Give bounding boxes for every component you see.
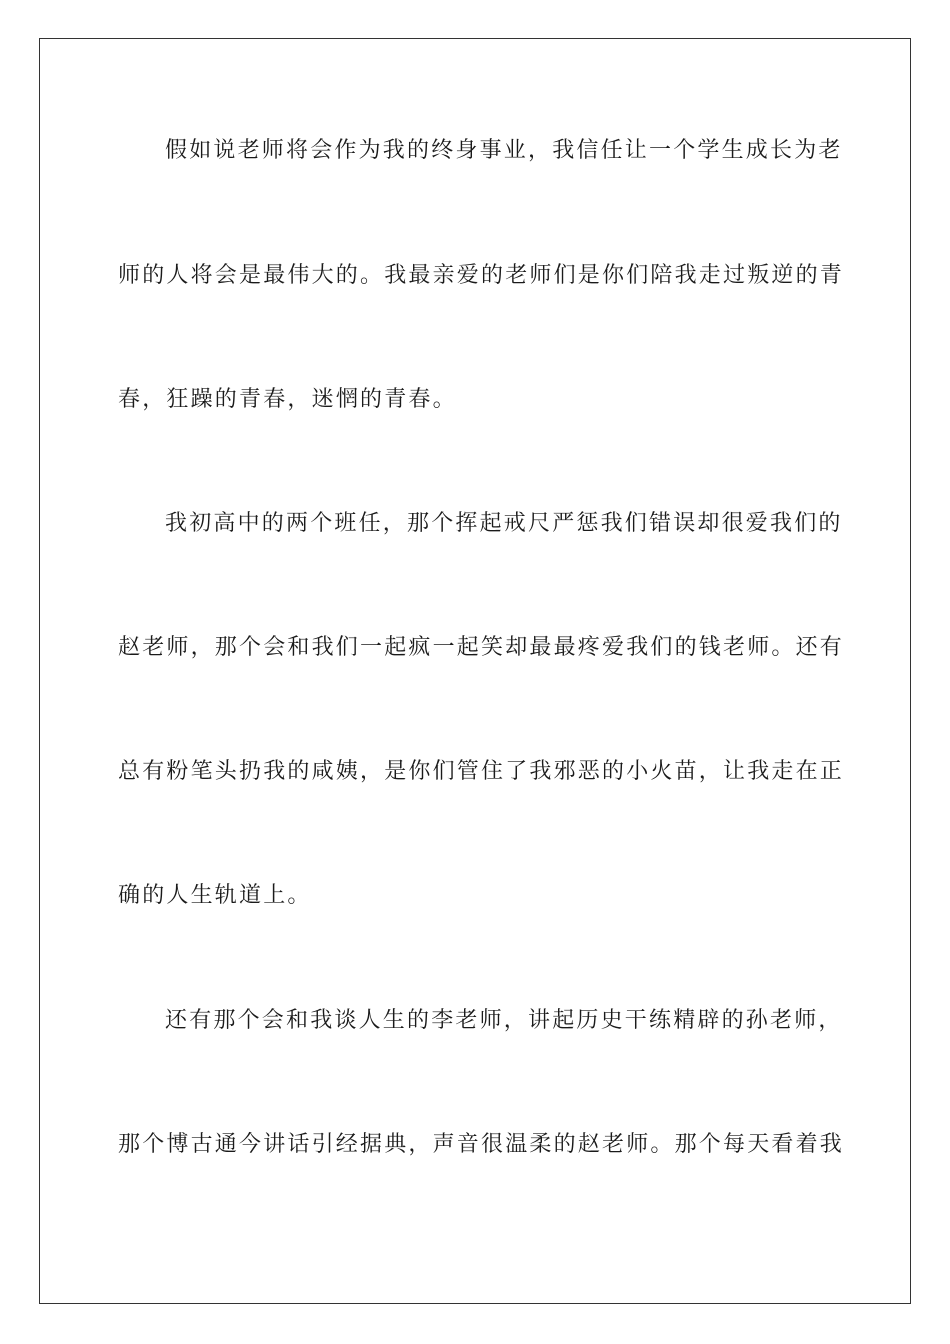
paragraph-2-line-1: 我初高中的两个班任，那个挥起戒尺严惩我们错误却很爱我们的 [165, 511, 843, 536]
paragraph-1-line-3: 春，狂躁的青春，迷惘的青春。 [118, 387, 457, 412]
paragraph-2-line-3: 总有粉笔头扔我的咸姨，是你们管住了我邪恶的小火苗，让我走在正 [118, 759, 845, 784]
paragraph-1-line-2: 师的人将会是最伟大的。我最亲爱的老师们是你们陪我走过叛逆的青 [118, 263, 845, 288]
page-border [39, 38, 911, 1304]
paragraph-2-line-2: 赵老师，那个会和我们一起疯一起笑却最最疼爱我们的钱老师。还有 [118, 635, 845, 660]
paragraph-3-line-1: 还有那个会和我谈人生的李老师，讲起历史干练精辟的孙老师， [165, 1008, 843, 1033]
paragraph-3-line-2: 那个博古通今讲话引经据典，声音很温柔的赵老师。那个每天看着我 [118, 1132, 845, 1157]
paragraph-1-line-1: 假如说老师将会作为我的终身事业，我信任让一个学生成长为老 [165, 138, 843, 163]
paragraph-2-line-4: 确的人生轨道上。 [118, 883, 312, 908]
